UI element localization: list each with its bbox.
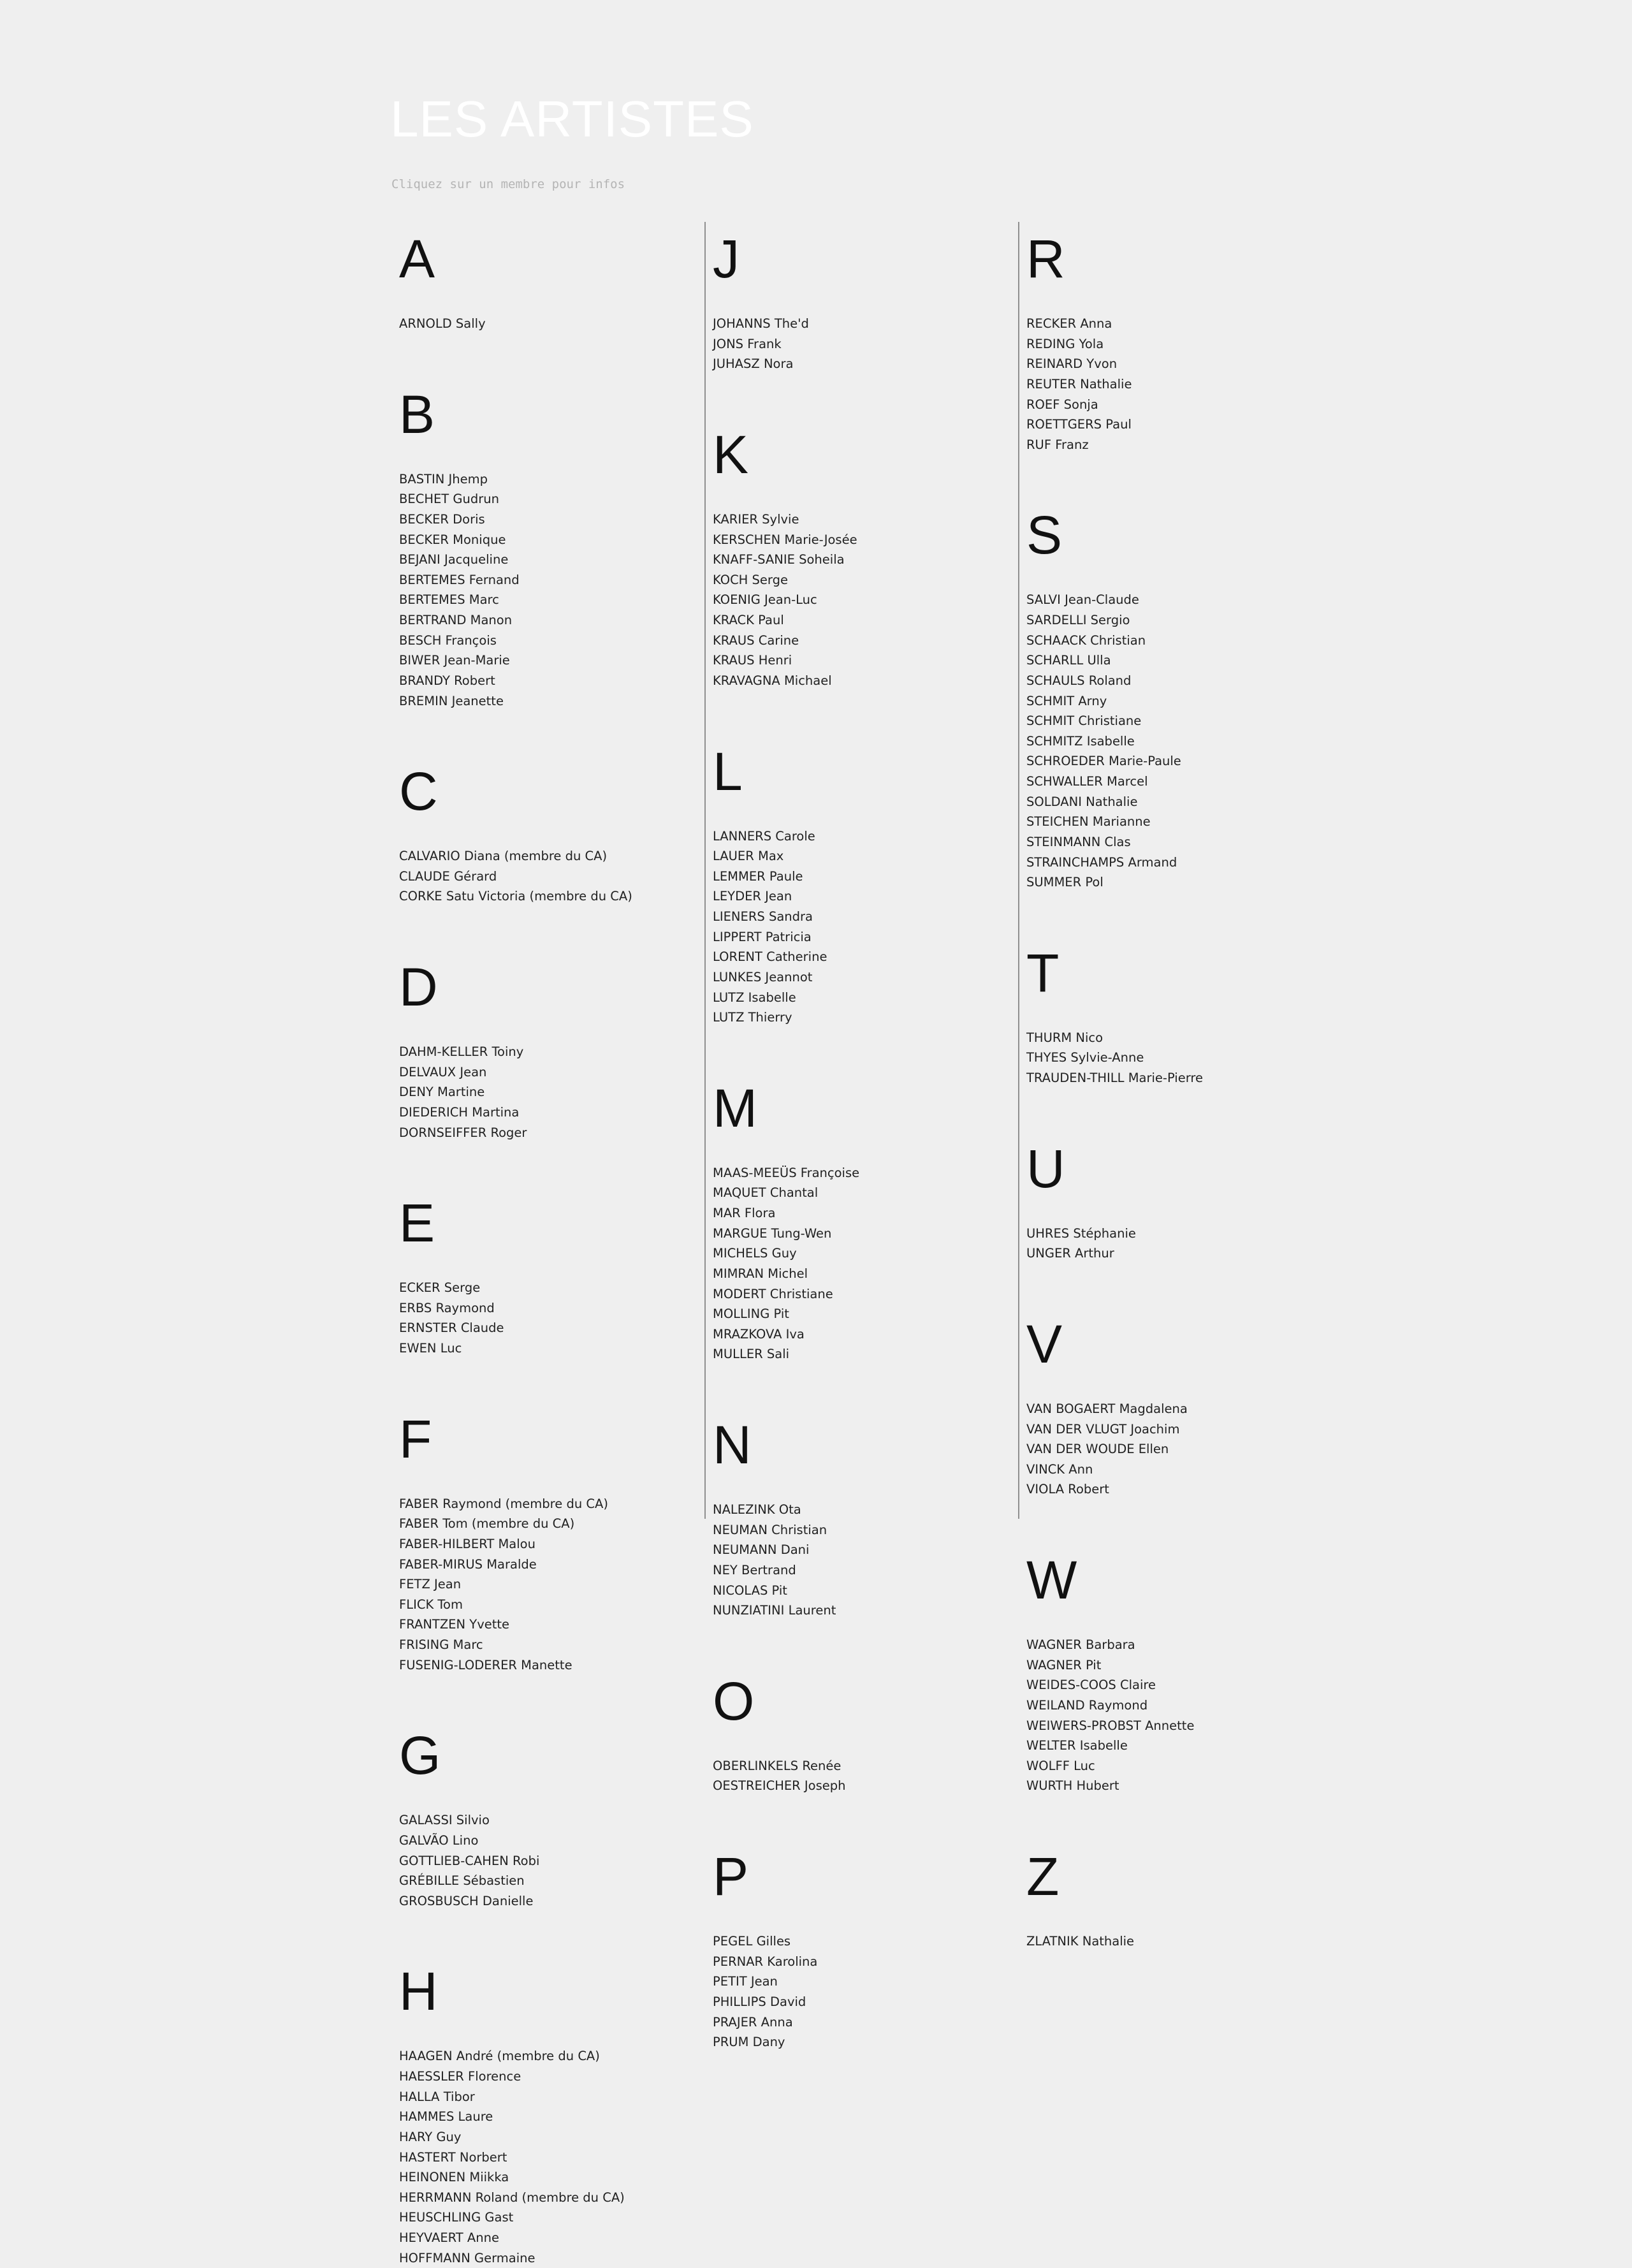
group-spacer	[399, 1143, 705, 1186]
artist-link[interactable]: MARGUE Tung-Wen	[713, 1225, 832, 1241]
artist-link[interactable]: ARNOLD Sally	[399, 316, 486, 331]
artist-list	[399, 1810, 705, 1911]
artist-list	[399, 469, 705, 712]
group-spacer	[1026, 1500, 1332, 1543]
artist-link[interactable]: SOLDANI Nathalie	[1026, 794, 1138, 809]
artist-link[interactable]: MODERT Christiane	[713, 1286, 833, 1301]
group-spacer	[1026, 455, 1332, 498]
artist-link[interactable]: HEYVAERT Anne	[399, 2230, 499, 2245]
letter-heading: H	[399, 1961, 438, 2022]
artist-link[interactable]: LEYDER Jean	[713, 889, 792, 904]
artist-link[interactable]: HALLA Tibor	[399, 2089, 475, 2104]
artist-list	[713, 1931, 1019, 2052]
artist-link[interactable]: FABER Raymond (membre du CA)	[399, 1496, 608, 1511]
artist-link[interactable]: ERBS Raymond	[399, 1300, 495, 1315]
artist-list	[713, 1163, 1019, 1364]
letter-heading: C	[399, 761, 438, 822]
letter-heading: L	[713, 741, 743, 801]
letter-group	[1026, 1307, 1332, 1543]
letter-heading: O	[713, 1671, 755, 1731]
artist-link[interactable]: MICHELS Guy	[713, 1246, 797, 1261]
artist-link[interactable]: WAGNER Barbara	[1026, 1637, 1135, 1652]
letter-group	[399, 950, 705, 1186]
artist-link[interactable]: KRAVAGNA Michael	[713, 673, 832, 688]
artist-link[interactable]: PEGEL Gilles	[713, 1934, 791, 1949]
artist-link[interactable]: WAGNER Pit	[1026, 1657, 1102, 1672]
letter-group	[713, 1664, 1019, 1840]
artist-link[interactable]: ERNSTER Claude	[399, 1321, 504, 1336]
artist-list	[1026, 1399, 1332, 1500]
group-spacer	[1026, 1796, 1332, 1840]
artist-link[interactable]: GRÉBILLE Sébastien	[399, 1873, 525, 1889]
letter-heading: G	[399, 1725, 441, 1786]
artist-link[interactable]: REINARD Yvon	[1026, 356, 1118, 372]
artist-link[interactable]: VAN DER WOUDE Ellen	[1026, 1442, 1169, 1457]
artist-list	[399, 1042, 705, 1143]
artist-link[interactable]: FLICK Tom	[399, 1597, 463, 1612]
artist-link[interactable]: GROSBUSCH Danielle	[399, 1893, 534, 1908]
letter-heading: S	[1026, 505, 1063, 566]
group-spacer	[713, 691, 1019, 735]
artist-list	[1026, 314, 1332, 455]
group-spacer	[713, 1621, 1019, 1664]
artist-list	[1026, 1028, 1332, 1088]
artist-column-3	[1026, 222, 1332, 1952]
artist-link[interactable]: ROEF Sonja	[1026, 397, 1098, 412]
letter-heading: T	[1026, 942, 1060, 1003]
artist-link[interactable]: VAN DER VLUGT Joachim	[1026, 1421, 1180, 1437]
artist-link[interactable]: STEICHEN Marianne	[1026, 814, 1151, 830]
artist-link[interactable]: LANNERS Carole	[713, 828, 815, 844]
artist-link[interactable]: JOHANNS The'd	[713, 316, 809, 331]
artist-link[interactable]: BECKER Doris	[399, 511, 485, 527]
artist-link[interactable]: FABER-MIRUS Maralde	[399, 1556, 537, 1572]
artist-link[interactable]: THURM Nico	[1026, 1030, 1104, 1045]
artist-list	[713, 509, 1019, 691]
letter-group	[1026, 222, 1332, 498]
group-spacer	[399, 1359, 705, 1402]
letter-group	[399, 754, 705, 950]
artist-list	[713, 1756, 1019, 1796]
letter-group	[713, 1408, 1019, 1664]
artist-link[interactable]: GOTTLIEB-CAHEN Robi	[399, 1853, 540, 1868]
artist-link[interactable]: WOLFF Luc	[1026, 1758, 1095, 1773]
group-spacer	[399, 1911, 705, 1954]
artist-link[interactable]: PERNAR Karolina	[713, 1954, 818, 1969]
artist-link[interactable]: PHILLIPS David	[713, 1994, 806, 2009]
artist-list	[399, 1278, 705, 1359]
artist-link[interactable]: FUSENIG-LODERER Manette	[399, 1657, 572, 1672]
artist-link[interactable]: SCHAULS Roland	[1026, 673, 1132, 688]
group-spacer	[713, 374, 1019, 418]
group-spacer	[399, 907, 705, 950]
artist-link[interactable]: WURTH Hubert	[1026, 1778, 1119, 1794]
page-title: LES ARTISTES	[390, 91, 754, 147]
letter-group	[1026, 1132, 1332, 1307]
artist-link[interactable]: BRANDY Robert	[399, 673, 495, 688]
artist-link[interactable]: MOLLING Pit	[713, 1306, 789, 1322]
artist-list	[399, 314, 705, 334]
artist-link[interactable]: OBERLINKELS Renée	[713, 1758, 841, 1773]
letter-group	[399, 1954, 705, 2268]
letter-heading: U	[1026, 1138, 1065, 1199]
artist-link[interactable]: WELTER Isabelle	[1026, 1738, 1128, 1753]
artist-link[interactable]: MAAS-MEEÜS Françoise	[713, 1165, 860, 1180]
artist-list	[1026, 1635, 1332, 1796]
artist-link[interactable]: UNGER Arthur	[1026, 1246, 1114, 1261]
artist-link[interactable]: SCHMITZ Isabelle	[1026, 733, 1135, 749]
artist-link[interactable]: DENY Martine	[399, 1085, 485, 1100]
artist-link[interactable]: VIOLA Robert	[1026, 1482, 1109, 1497]
artist-list	[1026, 1224, 1332, 1264]
artist-link[interactable]: DELVAUX Jean	[399, 1064, 487, 1079]
artist-link[interactable]: BASTIN Jhemp	[399, 471, 488, 487]
artist-link[interactable]: BESCH François	[399, 633, 497, 648]
artist-link[interactable]: CALVARIO Diana (membre du CA)	[399, 849, 608, 864]
artist-link[interactable]: SCHWALLER Marcel	[1026, 774, 1148, 789]
artist-link[interactable]: PRAJER Anna	[713, 2014, 793, 2030]
artist-list	[399, 2046, 705, 2268]
letter-group	[713, 735, 1019, 1071]
artist-list	[1026, 590, 1332, 892]
letter-group	[399, 1186, 705, 1402]
artist-link[interactable]: VAN BOGAERT Magdalena	[1026, 1401, 1188, 1416]
artist-link[interactable]: HEUSCHLING Gast	[399, 2210, 514, 2225]
artist-column-2	[713, 222, 1019, 2052]
artist-link[interactable]: CLAUDE Gérard	[399, 868, 497, 884]
artist-link[interactable]: KOENIG Jean-Luc	[713, 592, 817, 608]
group-spacer	[399, 711, 705, 754]
artist-link[interactable]: MAQUET Chantal	[713, 1185, 819, 1201]
artist-link[interactable]: LEMMER Paule	[713, 868, 803, 884]
artist-link[interactable]: THYES Sylvie-Anne	[1026, 1050, 1144, 1065]
artist-link[interactable]: KARIER Sylvie	[713, 511, 799, 527]
letter-group	[713, 222, 1019, 418]
artist-link[interactable]: UHRES Stéphanie	[1026, 1225, 1136, 1241]
artist-link[interactable]: KRAUS Carine	[713, 633, 799, 648]
artist-link[interactable]: LORENT Catherine	[713, 949, 827, 965]
artist-link[interactable]: LUTZ Thierry	[713, 1010, 792, 1025]
artist-link[interactable]: HARY Guy	[399, 2129, 462, 2144]
group-spacer	[1026, 893, 1332, 936]
group-spacer	[713, 1796, 1019, 1840]
artist-link[interactable]: RUF Franz	[1026, 437, 1089, 452]
artist-link[interactable]: SCHARLL Ulla	[1026, 653, 1111, 668]
artist-link[interactable]: SCHMIT Arny	[1026, 693, 1107, 708]
artist-link[interactable]: NUNZIATINI Laurent	[713, 1603, 836, 1618]
letter-group	[1026, 498, 1332, 935]
artist-link[interactable]: VINCK Ann	[1026, 1461, 1093, 1477]
letter-heading: F	[399, 1408, 432, 1469]
artist-link[interactable]: BIWER Jean-Marie	[399, 653, 510, 668]
artist-link[interactable]: BECHET Gudrun	[399, 492, 499, 507]
letter-heading: D	[399, 957, 438, 1017]
artist-link[interactable]: JUHASZ Nora	[713, 356, 794, 372]
letter-heading: V	[1026, 1313, 1063, 1374]
artist-link[interactable]: LUTZ Isabelle	[713, 990, 796, 1005]
artist-link[interactable]: PETIT Jean	[713, 1974, 778, 1989]
artist-link[interactable]: WEIWERS-PROBST Annette	[1026, 1718, 1195, 1733]
letter-heading: P	[713, 1847, 749, 1906]
artist-link[interactable]: HEINONEN Miikka	[399, 2170, 509, 2185]
artist-link[interactable]: MRAZKOVA Iva	[713, 1326, 805, 1342]
artist-list	[713, 1500, 1019, 1621]
letter-group	[713, 1840, 1019, 2052]
artist-link[interactable]: LIPPERT Patricia	[713, 929, 812, 944]
artist-link[interactable]: CORKE Satu Victoria (membre du CA)	[399, 889, 632, 904]
artist-link[interactable]: MAR Flora	[713, 1206, 776, 1220]
artist-link[interactable]: BERTEMES Fernand	[399, 572, 520, 587]
artist-link[interactable]: NEUMANN Dani	[713, 1542, 810, 1558]
artist-link[interactable]: HAESSLER Florence	[399, 2069, 521, 2084]
letter-heading: K	[713, 424, 749, 485]
artist-link[interactable]: KNAFF-SANIE Soheila	[713, 552, 845, 567]
artist-link[interactable]: RECKER Anna	[1026, 316, 1112, 331]
artist-link[interactable]: WEILAND Raymond	[1026, 1697, 1148, 1713]
letter-heading: Z	[1026, 1847, 1060, 1906]
letter-group	[713, 1071, 1019, 1408]
artist-link[interactable]: BECKER Monique	[399, 532, 506, 547]
letter-heading: B	[399, 384, 435, 444]
letter-heading: N	[713, 1415, 752, 1475]
artist-link[interactable]: OESTREICHER Joseph	[713, 1778, 846, 1794]
artist-link[interactable]: BERTRAND Manon	[399, 613, 513, 627]
letter-group	[399, 1718, 705, 1954]
artist-link[interactable]: FABER-HILBERT Malou	[399, 1536, 536, 1551]
artist-link[interactable]: DAHM-KELLER Toiny	[399, 1044, 524, 1059]
group-spacer	[1026, 1264, 1332, 1307]
artist-link[interactable]: TRAUDEN-THILL Marie-Pierre	[1026, 1071, 1203, 1085]
artist-link[interactable]: KERSCHEN Marie-Josée	[713, 532, 857, 547]
letter-heading: J	[713, 229, 740, 289]
artist-list	[713, 314, 1019, 374]
artist-link[interactable]: GALVÃO Lino	[399, 1833, 479, 1848]
artist-link[interactable]: FRISING Marc	[399, 1637, 483, 1652]
artist-list	[399, 1494, 705, 1676]
artist-link[interactable]: LIENERS Sandra	[713, 909, 813, 924]
artist-link[interactable]: BREMIN Jeanette	[399, 693, 504, 708]
artist-list	[713, 826, 1019, 1028]
artist-link[interactable]: SUMMER Pol	[1026, 875, 1104, 890]
artist-link[interactable]: REDING Yola	[1026, 336, 1104, 351]
artist-link[interactable]: ZLATNIK Nathalie	[1026, 1934, 1135, 1949]
artist-link[interactable]: SARDELLI Sergio	[1026, 613, 1130, 627]
artist-link[interactable]: FRANTZEN Yvette	[399, 1617, 510, 1632]
letter-heading: W	[1026, 1550, 1077, 1610]
letter-heading: R	[1026, 229, 1065, 289]
artist-link[interactable]: NEUMAN Christian	[713, 1522, 827, 1537]
artist-list	[1026, 1931, 1332, 1952]
group-spacer	[399, 1675, 705, 1718]
artist-link[interactable]: STRAINCHAMPS Armand	[1026, 854, 1177, 870]
artist-link[interactable]: SCHMIT Christiane	[1026, 713, 1142, 729]
artist-link[interactable]: LAUER Max	[713, 849, 784, 864]
letter-group	[1026, 936, 1332, 1132]
artist-link[interactable]: SCHAACK Christian	[1026, 633, 1146, 648]
artist-link[interactable]: REUTER Nathalie	[1026, 376, 1132, 391]
letter-group	[399, 377, 705, 755]
artist-link[interactable]: DIEDERICH Martina	[399, 1104, 520, 1120]
letter-heading: A	[399, 229, 435, 289]
artist-link[interactable]: KOCH Serge	[713, 572, 788, 587]
letter-group	[713, 418, 1019, 735]
page-subtitle: Cliquez sur un membre pour infos	[391, 177, 625, 191]
artist-link[interactable]: HERRMANN Roland (membre du CA)	[399, 2190, 625, 2205]
artist-link[interactable]: LUNKES Jeannot	[713, 969, 813, 984]
artist-link[interactable]: DORNSEIFFER Roger	[399, 1125, 527, 1140]
artist-link[interactable]: KRACK Paul	[713, 613, 784, 627]
letter-heading: M	[713, 1078, 757, 1138]
artist-link[interactable]: STEINMANN Clas	[1026, 834, 1131, 849]
group-spacer	[1026, 1088, 1332, 1132]
artist-link[interactable]: BERTEMES Marc	[399, 592, 499, 608]
artist-link[interactable]: NALEZINK Ota	[713, 1502, 801, 1517]
artist-link[interactable]: SALVI Jean-Claude	[1026, 592, 1139, 608]
artist-link[interactable]: NEY Bertrand	[713, 1562, 796, 1577]
artist-link[interactable]: JONS Frank	[713, 336, 782, 351]
artist-link[interactable]: FETZ Jean	[399, 1577, 462, 1592]
letter-group	[1026, 1543, 1332, 1840]
group-spacer	[399, 334, 705, 377]
artist-link[interactable]: PRUM Dany	[713, 2035, 785, 2050]
artist-link[interactable]: HAAGEN André (membre du CA)	[399, 2049, 600, 2064]
artist-link[interactable]: ECKER Serge	[399, 1280, 481, 1296]
artist-link[interactable]: SCHROEDER Marie-Paule	[1026, 754, 1181, 769]
letter-group	[399, 1402, 705, 1719]
artist-column-1	[399, 222, 705, 2268]
group-spacer	[713, 1364, 1019, 1408]
group-spacer	[713, 1028, 1019, 1071]
artist-link[interactable]: KRAUS Henri	[713, 653, 792, 668]
artist-link[interactable]: HAMMES Laure	[399, 2109, 493, 2125]
letter-heading: E	[399, 1193, 435, 1254]
artist-link[interactable]: WEIDES-COOS Claire	[1026, 1678, 1156, 1693]
artist-link[interactable]: ROETTGERS Paul	[1026, 417, 1132, 432]
artist-link[interactable]: NICOLAS Pit	[713, 1583, 787, 1598]
artist-list	[399, 846, 705, 907]
letter-group	[1026, 1840, 1332, 1952]
artist-link[interactable]: HASTERT Norbert	[399, 2149, 507, 2165]
artist-link[interactable]: GALASSI Silvio	[399, 1813, 490, 1828]
letter-group	[399, 222, 705, 377]
artist-link[interactable]: BEJANI Jacqueline	[399, 552, 509, 567]
artist-link[interactable]: MIMRAN Michel	[713, 1266, 808, 1281]
artist-link[interactable]: FABER Tom (membre du CA)	[399, 1516, 575, 1532]
artist-link[interactable]: EWEN Luc	[399, 1341, 462, 1356]
artist-link[interactable]: HOFFMANN Germaine	[399, 2250, 536, 2265]
artist-link[interactable]: MULLER Sali	[713, 1347, 790, 1362]
